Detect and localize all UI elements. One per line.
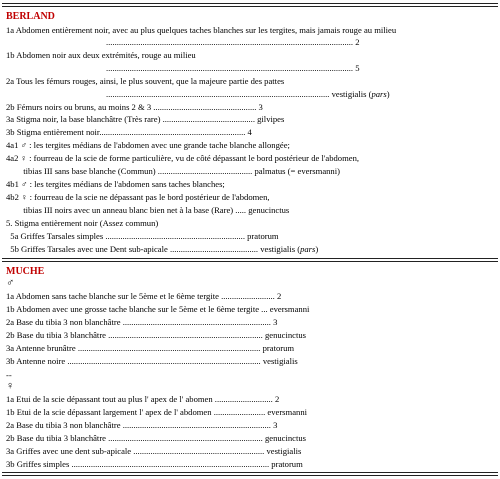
muche-heading: MUCHE — [6, 266, 45, 277]
berland-heading: BERLAND — [6, 11, 55, 22]
top-divider — [2, 3, 498, 7]
muche-female-line: 2a Base du tibia 3 non blanchâtre ..................................................................... 3 — [6, 420, 278, 430]
muche-male-line: 3a Antenne brunâtre ..................................................................................... pratorum — [6, 343, 295, 353]
berland-line: 2a Tous les fémurs rouges, ainsi, le plus souvent, que la majeure partie des pattes — [6, 76, 285, 86]
berland-line: 4b2 ♀ : fourreau de la scie ne dépassant pas le bord postérieur de l'abdomen, — [6, 192, 270, 202]
berland-line: 4a1 ♂ : les tergites médians de l'abdomen avec une grande tache blanche allongée; — [6, 140, 290, 150]
berland-line: 1a Abdomen entièrement noir, avec au plus quelques taches blanches sur les tergites, mais jamais rouge au milieu — [6, 25, 397, 35]
berland-line: 4b1 ♂ : les tergites médians de l'abdomen sans taches blanches; — [6, 179, 225, 189]
bottom-divider — [2, 472, 498, 476]
berland-line: 5. Stigma entièrement noir (Assez commun) — [6, 218, 159, 228]
berland-line: 3a Stigma noir, la base blanchâtre (Très rare) ........................................... gilvipes — [6, 114, 285, 124]
muche-male-line: 1a Abdomen sans tache blanche sur le 5ème et le 6ème tergite ......................... 2 — [6, 291, 282, 301]
berland-line: ........................................................................................................ vestigialis (pars) — [106, 89, 390, 99]
section-divider — [2, 258, 498, 262]
male-symbol: ♂ — [6, 277, 15, 289]
berland-line: 5a Griffes Tarsales simples ................................................................. pratorum — [6, 231, 279, 241]
muche-female-line: 3a Griffes avec une dent sub-apicale ............................................................. vestigialis — [6, 446, 302, 456]
berland-line: 2b Fémurs noirs ou bruns, au moins 2 & 3 ................................................ 3 — [6, 102, 263, 112]
berland-line: tibias III sans base blanche (Commun) ............................................ palmatus (= eversmanni) — [6, 166, 340, 176]
berland-line: 3b Stigma entièrement noir.................................................................... 4 — [6, 127, 252, 137]
berland-line: tibias III noirs avec un anneau blanc bien net à la base (Rare) ..... genucinctus — [6, 205, 290, 215]
berland-line: ................................................................................................................... 2 — [106, 37, 360, 47]
berland-line: 5b Griffes Tarsales avec une Dent sub-apicale ......................................... vestigialis (pars) — [6, 244, 319, 254]
female-symbol: ♀ — [6, 380, 15, 392]
berland-line: 1b Abdomen noir aux deux extrémités, rouge au milieu — [6, 50, 196, 60]
muche-male-line: 2a Base du tibia 3 non blanchâtre ..................................................................... 3 — [6, 317, 278, 327]
muche-male-line: 1b Abdomen avec une grosse tache blanche sur le 5ème et le 6ème tergite ... eversmanni — [6, 304, 310, 314]
muche-female-line: 3b Griffes simples ............................................................................................ pratorum — [6, 459, 303, 469]
muche-female-line: 2b Base du tibia 3 blanchâtre ........................................................................ genucinctus — [6, 433, 307, 443]
muche-male-line: 3b Antenne noire .......................................................................................... vestigialis — [6, 356, 298, 366]
muche-female-line: 1a Etui de la scie dépassant tout au plus l' apex de l' abomen ........................... 2 — [6, 394, 280, 404]
muche-male-line: 2b Base du tibia 3 blanchâtre ........................................................................ genucinctus — [6, 330, 307, 340]
section-separator-dashes: -- — [6, 370, 12, 380]
berland-line: 4a2 ♀ : fourreau de la scie de forme particulière, vu de côté dépassant le bord postérieur de l'abdomen, — [6, 153, 360, 163]
muche-female-line: 1b Etui de la scie dépassant largement l' apex de l' abdomen ........................ eversmanni — [6, 407, 308, 417]
berland-line: ................................................................................................................... 5 — [106, 63, 360, 73]
